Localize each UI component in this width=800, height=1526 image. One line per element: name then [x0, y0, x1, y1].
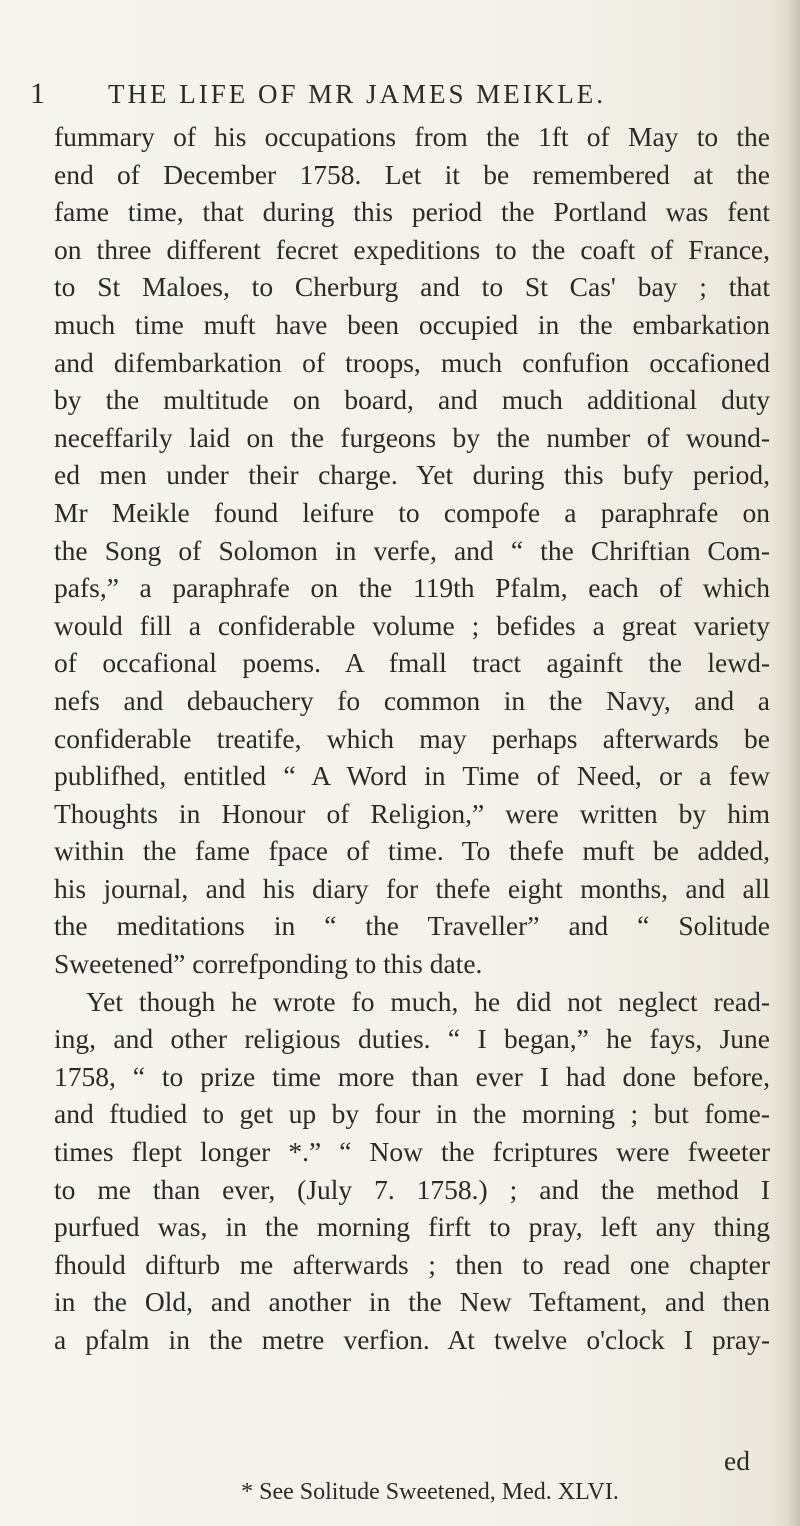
- text-line: times flept longer *.” “ Now the fcriptures were fweeter: [54, 1136, 770, 1168]
- text-line: fame time, that during this period the Portland was fent: [54, 196, 770, 228]
- text-line: end of December 1758. Let it be remembered at the: [54, 158, 770, 190]
- text-line: within the fame fpace of time. To thefe muft be added,: [54, 835, 770, 867]
- text-line: publifhed, entitled “ A Word in Time of Need, or a few: [54, 760, 770, 792]
- running-head: THE LIFE OF MR JAMES MEIKLE.: [108, 79, 607, 109]
- page-edge-shadow: [786, 0, 800, 1526]
- text-line: fummary of his occupations from the 1ft of May to the: [54, 121, 770, 152]
- text-line: pafs,” a paraphrafe on the 119th Pfalm, each of which: [54, 572, 770, 604]
- text-line: would fill a confiderable volume ; befides a great variety: [54, 609, 770, 641]
- text-line: Thoughts in Honour of Religion,” were written by him: [54, 797, 770, 829]
- text-line: in the Old, and another in the New Teftament, and then: [54, 1286, 770, 1318]
- text-line: on three different fecret expeditions to the coaft of France,: [54, 233, 770, 265]
- text-line: fhould difturb me afterwards ; then to read one chapter: [54, 1248, 770, 1280]
- text-line: a pfalm in the metre verfion. At twelve o'clock I pray-: [54, 1324, 770, 1355]
- text-line: ing, and other religious duties. “ I began,” he fays, June: [54, 1023, 770, 1055]
- footnote: * See Solitude Sweetened, Med. XLVI.: [241, 1479, 619, 1505]
- page-number: 1: [30, 77, 46, 110]
- text-line: confiderable treatife, which may perhaps afterwards be: [54, 722, 770, 754]
- text-line: nefs and debauchery fo common in the Navy, and a: [54, 684, 770, 716]
- text-line: by the multitude on board, and much additional duty: [54, 384, 770, 416]
- page-header: [0, 74, 800, 114]
- catchword-row: [0, 1443, 800, 1479]
- text-line: ed men under their charge. Yet during this bufy period,: [54, 459, 770, 491]
- text-line: to me than ever, (July 7. 1758.) ; and the method I: [54, 1173, 770, 1205]
- text-line: to St Maloes, to Cherburg and to St Cas' bay ; that: [54, 271, 770, 303]
- text-line: Mr Meikle found leifure to compofe a paraphrafe on: [54, 496, 770, 528]
- text-line: of occafional poems. A fmall tract againft the lewd-: [54, 647, 770, 679]
- text-line: purfued was, in the morning firft to pray, left any thing: [54, 1211, 770, 1243]
- text-line: the meditations in “ the Traveller” and “ Solitude: [54, 910, 770, 942]
- text-line: the Song of Solomon in verfe, and “ the Chriftian Com-: [54, 534, 770, 566]
- text-line: and difembarkation of troops, much confufion occafioned: [54, 346, 770, 378]
- body-text: [54, 118, 770, 1359]
- catchword: ed: [724, 1445, 750, 1476]
- text-line: much time muft have been occupied in the embarkation: [54, 308, 770, 340]
- text-line: Sweetened” correfponding to this date.: [54, 948, 483, 980]
- text-line: 1758, “ to prize time more than ever I had done before,: [54, 1060, 770, 1092]
- text-line: his journal, and his diary for thefe eight months, and all: [54, 872, 770, 904]
- text-line: neceffarily laid on the furgeons by the number of wound-: [54, 421, 770, 453]
- paragraph-start-line: Yet though he wrote fo much, he did not neglect read-: [86, 985, 770, 1017]
- text-line: and ftudied to get up by four in the morning ; but fome-: [54, 1098, 770, 1130]
